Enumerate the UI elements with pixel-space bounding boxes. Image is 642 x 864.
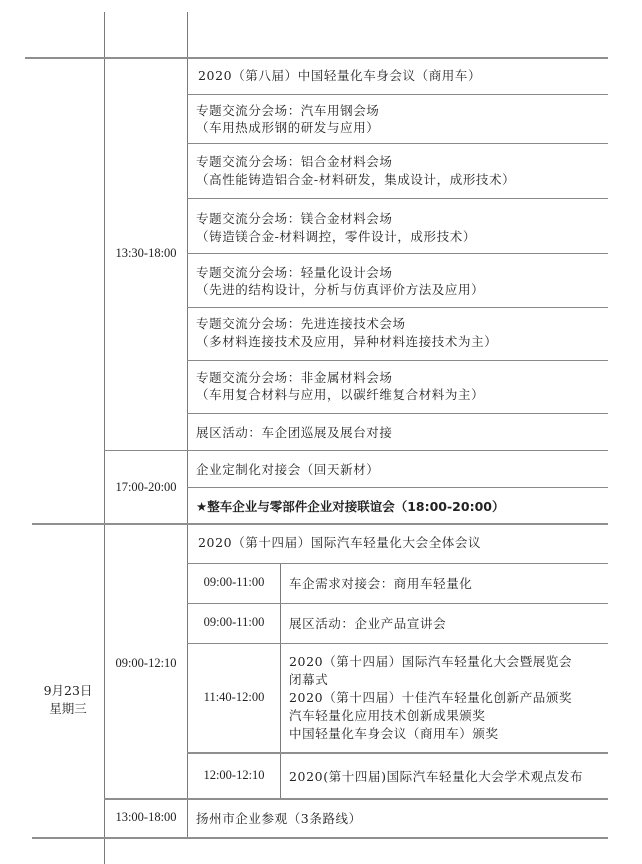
row-divider [187,198,608,199]
session-subtitle: （多材料连接技术及应用，异种材料连接技术为主） [196,334,498,349]
sub-time-slot: 09:00-11:00 [203,575,265,589]
row-divider [187,643,608,644]
session-title: 专题交流分会场：汽车用钢会场 [196,103,380,118]
session-title: 专题交流分会场：镁合金材料会场 [196,211,393,226]
row-divider [187,143,608,144]
time-slot: 13:00-18:00 [115,810,177,824]
sub-time-slot: 12:00-12:10 [203,768,265,782]
session-title: 展区活动：车企团巡展及展台对接 [196,425,393,440]
session-title: 专题交流分会场：先进连接技术会场 [196,316,406,331]
session-title: 2020（第八届）中国轻量化车身会议（商用车） [198,68,482,83]
row-divider [32,523,608,525]
ceremony-line: 中国轻量化车身会议（商用车）颁奖 [289,726,499,741]
col-divider-date [104,12,105,864]
row-divider [187,94,608,95]
time-slot: 17:00-20:00 [115,480,177,494]
col-divider-time [187,12,188,837]
row-divider [187,307,608,308]
sub-time-slot: 11:40-12:00 [203,690,265,704]
date-label: 9月23日 [43,683,93,698]
session-title: 展区活动：企业产品宣讲会 [289,616,447,631]
row-divider [187,752,608,754]
session-title: 专题交流分会场：非金属材料会场 [196,370,393,385]
session-title: 2020(第十四届)国际汽车轻量化大会学术观点发布 [289,769,584,784]
session-title: 车企需求对接会：商用车轻量化 [289,576,473,591]
row-divider [187,413,608,414]
row-divider [187,603,608,604]
ceremony-line: 闭幕式 [289,672,329,687]
sub-time-slot: 09:00-11:00 [203,615,265,629]
row-divider [104,450,608,451]
time-slot: 13:30-18:00 [115,246,177,260]
ceremony-line: 2020（第十四届）国际汽车轻量化大会暨展览会 [289,654,573,669]
ceremony-line: 2020（第十四届）十佳汽车轻量化创新产品颁奖 [289,690,573,705]
row-divider [105,57,110,59]
plenary-title: 2020（第十四届）国际汽车轻量化大会全体会议 [198,535,482,550]
session-title: 企业定制化对接会（回天新材） [196,462,380,477]
session-subtitle: （车用热成形钢的研发与应用） [196,120,380,135]
row-divider [187,563,608,564]
row-divider [187,57,608,59]
weekday-label: 星期三 [49,701,87,716]
highlight-event: ★整车企业与零部件企业对接联谊会（18:00-20:00） [196,499,505,514]
session-subtitle: （车用复合材料与应用，以碳纤维复合材料为主） [196,387,485,402]
row-divider [104,798,608,800]
session-subtitle: （高性能铸造铝合金-材料研发，集成设计，成形技术） [196,172,516,187]
row-divider [32,837,608,839]
row-divider [187,487,608,488]
session-title: 专题交流分会场：轻量化设计会场 [196,265,393,280]
col-divider-subtime [280,563,281,798]
ceremony-line: 汽车轻量化应用技术创新成果颁奖 [289,708,486,723]
row-divider [187,253,608,254]
session-title: 专题交流分会场：铝合金材料会场 [196,154,393,169]
session-subtitle: （铸造镁合金-材料调控，零件设计，成形技术） [196,229,476,244]
row-divider [187,360,608,361]
session-subtitle: （先进的结构设计，分析与仿真评价方法及应用） [196,282,485,297]
session-title: 扬州市企业参观（3条路线） [196,811,362,826]
time-slot: 09:00-12:10 [115,656,177,670]
